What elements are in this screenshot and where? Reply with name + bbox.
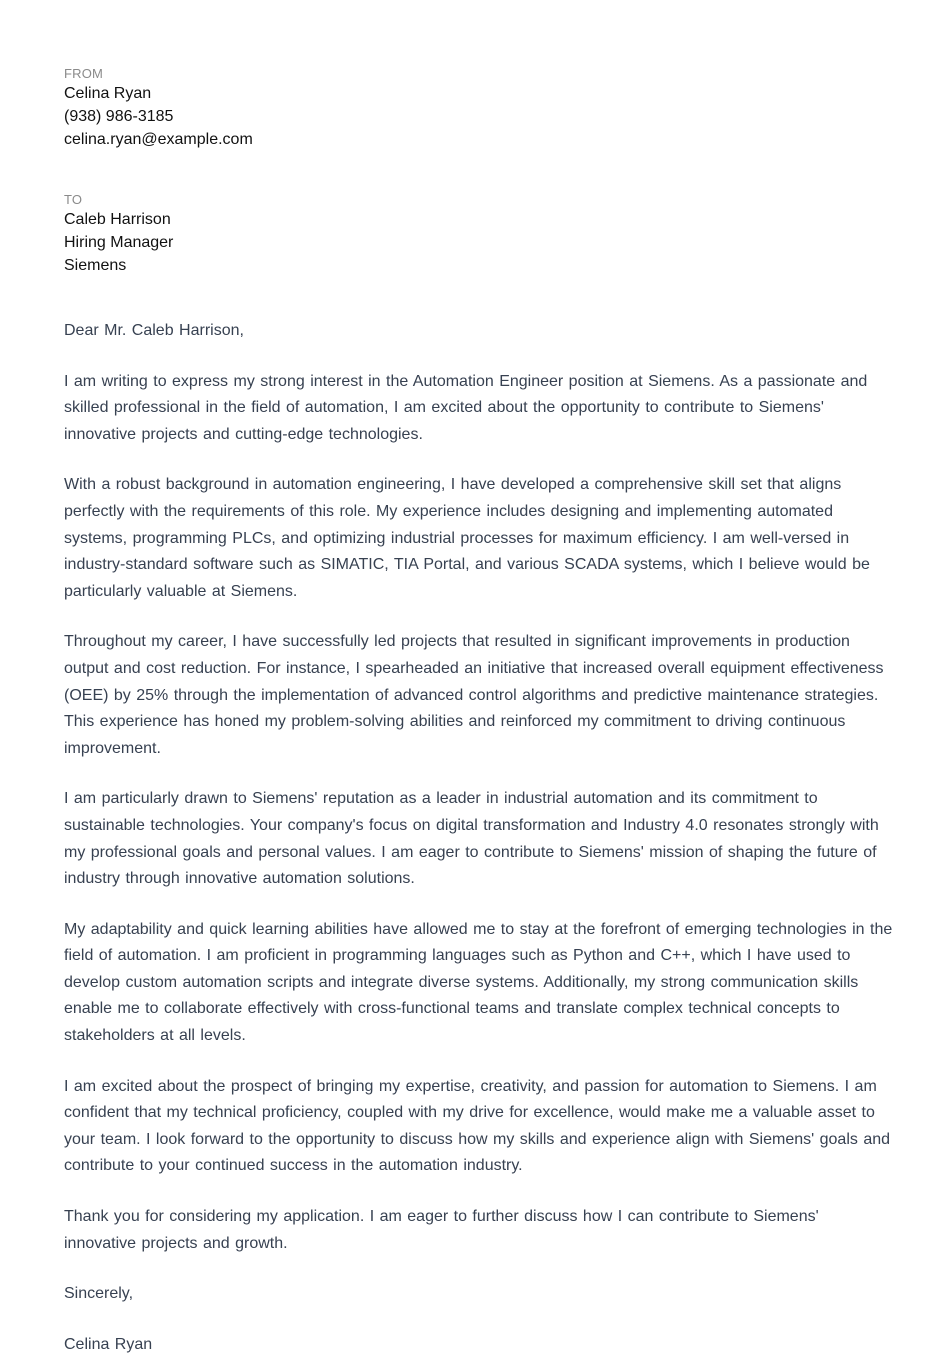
salutation: Dear Mr. Caleb Harrison, [64, 322, 244, 339]
from-label: FROM [64, 66, 104, 81]
paragraph: With a robust background in automation engineering, I have developed a comprehensive skill set that aligns perfectly with the requirements of this role. My experience includes designing and implementing automated systems, programming PLCs, and optimizing industrial processes for maximum efficiency. I am well-versed in industry-standard software such as SIMATIC, TIA Portal, and various SCADA systems, which I believe would be particularly valuable at Siemens. [64, 476, 870, 600]
signature-name: Celina Ryan [64, 1335, 153, 1353]
recipient-title: Hiring Manager [64, 234, 174, 251]
paragraph: Throughout my career, I have successfully led projects that resulted in significant improvements in production output and cost reduction. For instance, I spearheaded an initiative that increased overall equipment effectiveness (OEE) by 25% through the implementation of advanced control algorithms and predictive maintenance strategies. This experience has honed my problem-solving abilities and reinforced my commitment to driving continuous improvement. [64, 633, 884, 757]
sender-phone: (938) 986-3185 [64, 108, 174, 125]
recipient-block [64, 192, 896, 277]
recipient-name: Caleb Harrison [64, 211, 171, 228]
paragraph: I am excited about the prospect of bringing my expertise, creativity, and passion for automation to Siemens. I am confident that my technical proficiency, coupled with my drive for excellence, would make me a valuable asset to your team. I look forward to the opportunity to discuss how my skills and experience align with Siemens' goals and contribute to your continued success in the automation industry. [64, 1077, 891, 1175]
closing: Sincerely, [64, 1285, 134, 1303]
to-label: TO [64, 192, 83, 207]
sender-block [64, 66, 896, 151]
letter-body [64, 318, 896, 1358]
paragraph: Thank you for considering my application. I am eager to further discuss how I can contribute to Siemens' innovative projects and growth. [64, 1208, 819, 1252]
sender-name: Celina Ryan [64, 85, 152, 102]
paragraph: My adaptability and quick learning abilities have allowed me to stay at the forefront of emerging technologies in the field of automation. I am proficient in programming languages such as Python and C++, which I have used to develop custom automation scripts and integrate diverse systems. Additionally, my strong communication skills enable me to collaborate effectively with cross-functional teams and translate complex technical concepts to stakeholders at all levels. [64, 920, 893, 1045]
paragraph: I am writing to express my strong interest in the Automation Engineer position at Siemens. As a passionate and skilled professional in the field of automation, I am excited about the opportunity to contribute to Siemens' innovative projects and cutting-edge technologies. [64, 372, 868, 443]
recipient-company: Siemens [64, 257, 127, 274]
paragraph: I am particularly drawn to Siemens' reputation as a leader in industrial automation and its commitment to sustainable technologies. Your company's focus on digital transformation and Industry 4.0 resonates strongly with my professional goals and personal values. I am eager to contribute to Siemens' mission of shaping the future of industry through innovative automation solutions. [64, 790, 879, 888]
sender-email: celina.ryan@example.com [64, 131, 253, 148]
